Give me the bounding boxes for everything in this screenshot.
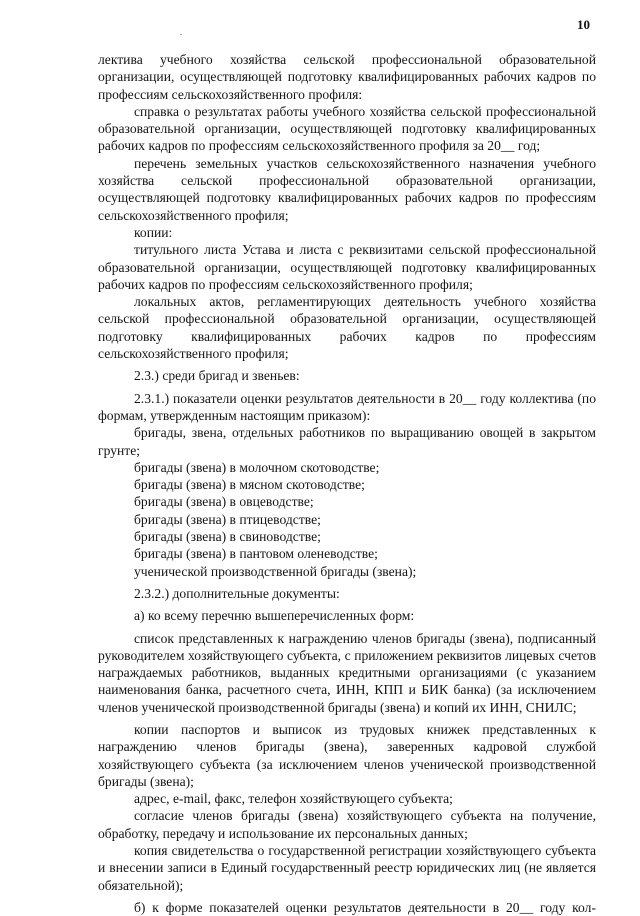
scan-mark: . bbox=[180, 28, 182, 37]
list-item-student-brigade: ученической производственной бригады (звена); bbox=[134, 563, 417, 579]
list-item-pigs: бригады (звена) в свиноводстве; bbox=[134, 529, 321, 545]
list-item-poultry: бригады (звена) в птицеводстве; bbox=[134, 511, 321, 527]
list-item-deer: бригады (звена) в пантовом оленеводстве; bbox=[134, 546, 378, 562]
paragraph-local-acts: локальных актов, регламентирующих деятельность учебного хозяйства сельской профессиональной образовательной организации, осуществляющей подготовку квалифицированных рабочих кадров по профессиям сельскохозяйственного профиля; bbox=[98, 294, 596, 362]
page-number: 10 bbox=[577, 17, 590, 32]
subsection-a: а) ко всему перечню вышеперечисленных форм: bbox=[134, 608, 415, 624]
paragraph-report: справка о результатах работы учебного хозяйства сельской профессиональной образовательной организации, осуществляющей подготовку квалифицированных рабочих кадров по профессиям сельскохозяйственного профиля за 20__ год; bbox=[98, 103, 596, 154]
paragraph-passports: копии паспортов и выписок из трудовых книжек представленных к награждению членов бригады (звена), заверенных кадровой службой хозяйствующего субъекта (за исключением членов ученической производственной бригады (звена); bbox=[98, 721, 596, 789]
paragraph-indicators: 2.3.1.) показатели оценки результатов деятельности в 20__ году коллектива (по формам, утвержденным настоящим приказом): bbox=[98, 390, 596, 423]
list-item-vegetables: бригады, звена, отдельных работников по выращиванию овощей в закрытом грунте; bbox=[98, 425, 596, 458]
paragraph-contacts: адрес, e-mail, факс, телефон хозяйствующего субъекта; bbox=[134, 791, 453, 807]
paragraph-consent: согласие членов бригады (звена) хозяйствующего субъекта на получение, обработку, передачу и использование их персональных данных; bbox=[98, 808, 596, 841]
paragraph-continuation: лектива учебного хозяйства сельской профессиональной образовательной организации, осуществляющей подготовку квалифицированных рабочих кадров по профессиям сельскохозяйственного профиля: bbox=[98, 52, 596, 102]
paragraph-copies-heading: копии: bbox=[134, 224, 173, 240]
subsection-b: б) к форме показателей оценки результатов деятельности в 20__ году кол- bbox=[134, 899, 596, 915]
paragraph-charter: титульного листа Устава и листа с реквизитами сельской профессиональной образовательной организации, осуществляющей подготовку квалифицированных рабочих кадров по профессиям сельскохозяйственного профиля; bbox=[98, 242, 596, 292]
list-item-sheep: бригады (звена) в овцеводстве; bbox=[134, 494, 314, 510]
section-heading-brigades: 2.3.) среди бригад и звеньев: bbox=[134, 368, 300, 384]
paragraph-award-list: список представленных к награждению членов бригады (звена), подписанный руководителем хозяйствующего субъекта, с приложением реквизитов лицевых счетов награждаемых работников, выданных кредитными организациями (с указанием наименования банка, расчетного счета, ИНН, КПП и БИК банка) (за исключением членов ученической производственной бригады (звена) и копий их ИНН, СНИЛС; bbox=[98, 630, 596, 715]
document-body bbox=[98, 51, 596, 916]
list-item-beef: бригады (звена) в мясном скотоводстве; bbox=[134, 477, 365, 493]
paragraph-land-list: перечень земельных участков сельскохозяйственного назначения учебного хозяйства сельской профессиональной образовательной организации, осуществляющей подготовку квалифицированных рабочих кадров по профессиям сельскохозяйственного профиля; bbox=[98, 155, 596, 223]
paragraph-registration: копия свидетельства о государственной регистрации хозяйствующего субъекта и внесении записи в Единый государственный реестр юридических лиц (не является обязательной); bbox=[98, 843, 596, 893]
list-item-dairy: бригады (звена) в молочном скотоводстве; bbox=[134, 459, 380, 475]
section-heading-additional-docs: 2.3.2.) дополнительные документы: bbox=[134, 585, 340, 601]
